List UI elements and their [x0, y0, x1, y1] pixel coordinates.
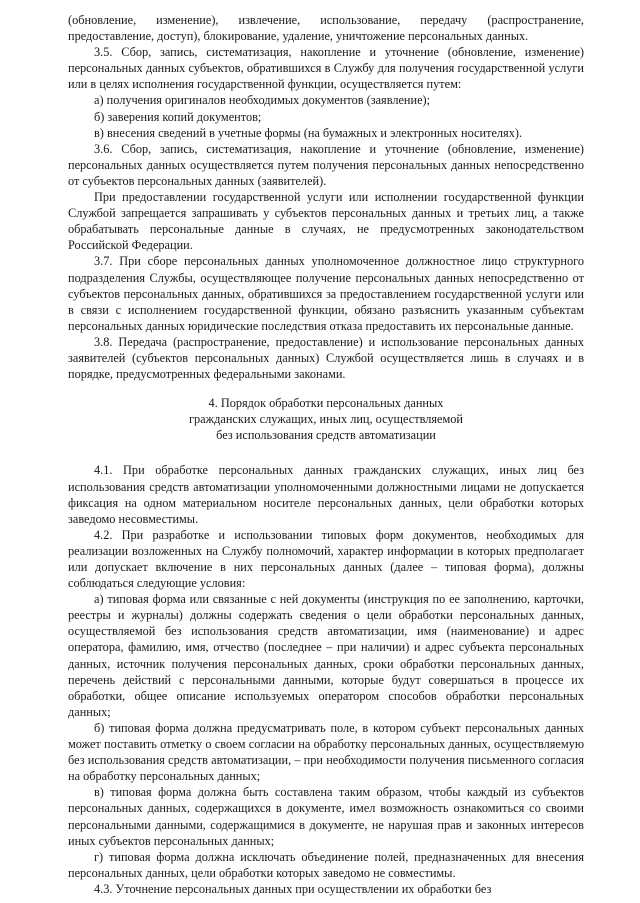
paragraph: 3.5. Сбор, запись, систематизация, накопление и уточнение (обновление, изменение) персональных данных субъектов, обратившихся в Службу для получения государственной услуги или в целях исполнения государственной функции, осуществляется путем:	[68, 45, 584, 92]
paragraph: а) типовая форма или связанные с ней документы (инструкция по ее заполнению, карточки, реестры и журналы) должны содержать сведения о цели обработки персональных данных, осуществляемой без использования средств автоматизации, имя (наименование) и адрес оператора, фамилию, имя, отчество (последнее – при наличии) и адрес субъекта персональных данных, источник получения персональных данных, сроки обработки персональных данных, перечень действий с персональными данными, которые будут совершаться в процессе их обработки, общее описание используемых оператором способов обработки персональных данных;	[68, 592, 584, 719]
paragraph: г) типовая форма должна исключать объединение полей, предназначенных для внесения персональных данных, цели обработки которых заведомо не совместимы.	[68, 849, 584, 880]
paragraph: 3.7. При сборе персональных данных уполномоченное должностное лицо структурного подразделения Службы, осуществляющее получение персональных данных непосредственно от субъектов персональных данных, обратившихся за предоставлением государственной услуги или в связи с исполнением государственной функции, обязано разъяснить указанным субъектам персональных данных юридические последствия отказа предоставить их персональные данные.	[68, 254, 584, 333]
section-heading-line: без использования средств автоматизации	[216, 428, 436, 443]
paragraph: 4.1. При обработке персональных данных гражданских служащих, иных лиц без использования средств автоматизации уполномоченными должностными лицами не допускается фиксация на одном материальном носителе персональных данных, цели обработки которых заведомо несовместимы.	[68, 463, 584, 526]
paragraph: (обновление, изменение), извлечение, использование, передачу (распространение, предоставление, доступ), блокирование, удаление, уничтожение персональных данных.	[68, 13, 584, 44]
paragraph: в) внесения сведений в учетные формы (на бумажных и электронных носителях).	[94, 125, 523, 140]
paragraph: 4.2. При разработке и использовании типовых форм документов, необходимых для реализации возложенных на Службу полномочий, характер информации в которых предполагает или допускает включение в них персональных данных (далее – типовая форма), должны соблюдаться следующие условия:	[68, 527, 584, 591]
paragraph: 3.8. Передача (распространение, предоставление) и использование персональных данных заявителей (субъектов персональных данных) Службой осуществляется лишь в случаях и в порядке, предусмотренных федеральными законами.	[68, 334, 584, 382]
paragraph: а) получения оригиналов необходимых документов (заявление);	[94, 93, 431, 108]
document-body-after-heading	[68, 462, 584, 897]
paragraph: б) типовая форма должна предусматривать поле, в котором субъект персональных данных может поставить отметку о своем согласии на обработку персональных данных, осуществляемую без использования средств автоматизации, – при необходимости получения письменного согласия на обработку персональных данных;	[68, 720, 584, 784]
paragraph: 3.6. Сбор, запись, систематизация, накопление и уточнение (обновление, изменение) персональных данных осуществляется путем получения персональных данных непосредственно от субъектов персональных данных (заявителей).	[68, 141, 584, 188]
paragraph: б) заверения копий документов;	[94, 109, 262, 124]
document-body-before-heading	[68, 12, 584, 382]
paragraph: При предоставлении государственной услуги или исполнении государственной функции Службой запрещается запрашивать у субъектов персональных данных и третьих лиц, а также обрабатывать персональные данные в случаях, не предусмотренных законодательством Российской Федерации.	[68, 190, 584, 253]
section-heading	[68, 395, 584, 443]
section-heading-line: 4. Порядок обработки персональных данных	[208, 396, 444, 411]
paragraph: в) типовая форма должна быть составлена таким образом, чтобы каждый из субъектов персональных данных, содержащихся в документе, имел возможность ознакомиться со своими персональными данными, содержащимися в документе, не нарушая прав и законных интересов иных субъектов персональных данных;	[68, 785, 584, 848]
paragraph: 4.3. Уточнение персональных данных при осуществлении их обработки без	[94, 881, 492, 896]
section-heading-line: гражданских служащих, иных лиц, осуществляемой	[188, 412, 464, 427]
